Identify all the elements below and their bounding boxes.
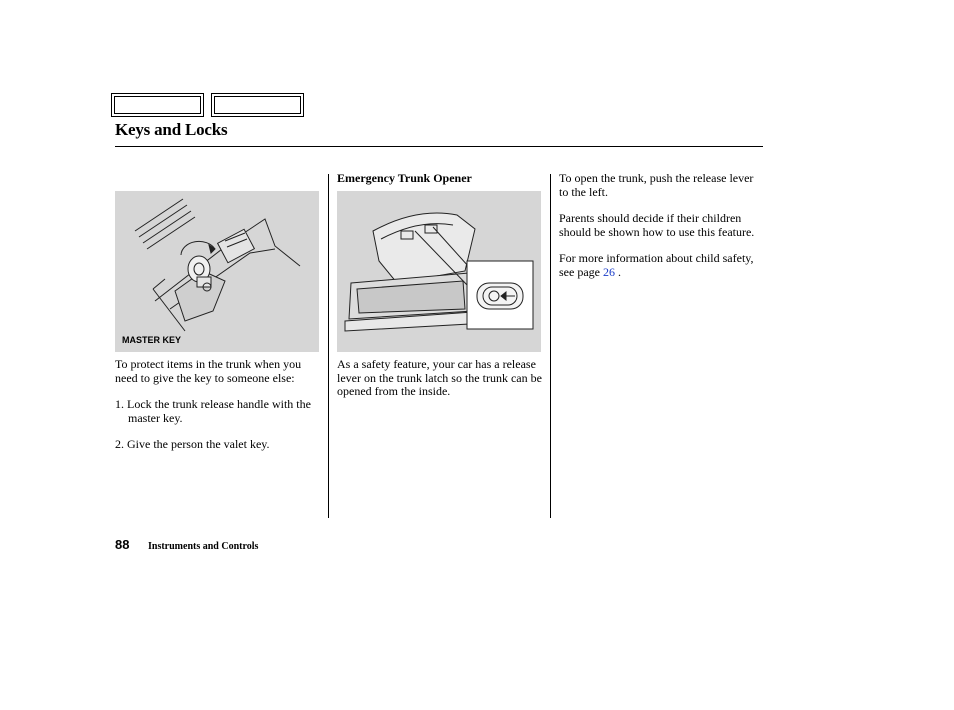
- paragraph-3: [559, 252, 764, 279]
- trunk-lock-drawing-icon: [115, 191, 319, 352]
- intro-paragraph: To protect items in the trunk when you need to give the key to someone else:: [115, 357, 302, 385]
- column-divider-2: [550, 174, 551, 518]
- list-item: 1. Lock the trunk release handle with the master key.: [115, 397, 311, 425]
- figure-caption: MASTER KEY: [122, 335, 182, 345]
- trunk-opener-illustration: [337, 191, 541, 352]
- paragraph-2: Parents should decide if their children should be shown how to use this feature.: [559, 211, 755, 239]
- title-rule: [115, 146, 763, 147]
- trunk-release-drawing-icon: [337, 191, 541, 352]
- page-number: 88: [115, 537, 130, 552]
- column-3-text: [559, 172, 764, 279]
- paragraph-3-text: For more information about child safety, see page: [559, 251, 754, 279]
- paragraph-3-end: .: [617, 264, 621, 279]
- nav-tab-box-1[interactable]: [111, 93, 204, 117]
- column-1-text: [115, 358, 320, 452]
- column-2-paragraph: As a safety feature, your car has a release lever on the trunk latch so the trunk can be opened from the inside.: [337, 357, 542, 398]
- page-title: Keys and Locks: [115, 120, 228, 139]
- list-item: 2. Give the person the valet key.: [115, 437, 270, 451]
- page-link[interactable]: 26: [602, 264, 615, 279]
- column-divider-1: [328, 174, 329, 518]
- paragraph-1: To open the trunk, push the release lever to the left.: [559, 171, 754, 199]
- section-heading: Emergency Trunk Opener: [337, 171, 472, 185]
- nav-tab-box-2[interactable]: [211, 93, 304, 117]
- master-key-illustration: [115, 191, 319, 352]
- section-name: Instruments and Controls: [148, 541, 259, 552]
